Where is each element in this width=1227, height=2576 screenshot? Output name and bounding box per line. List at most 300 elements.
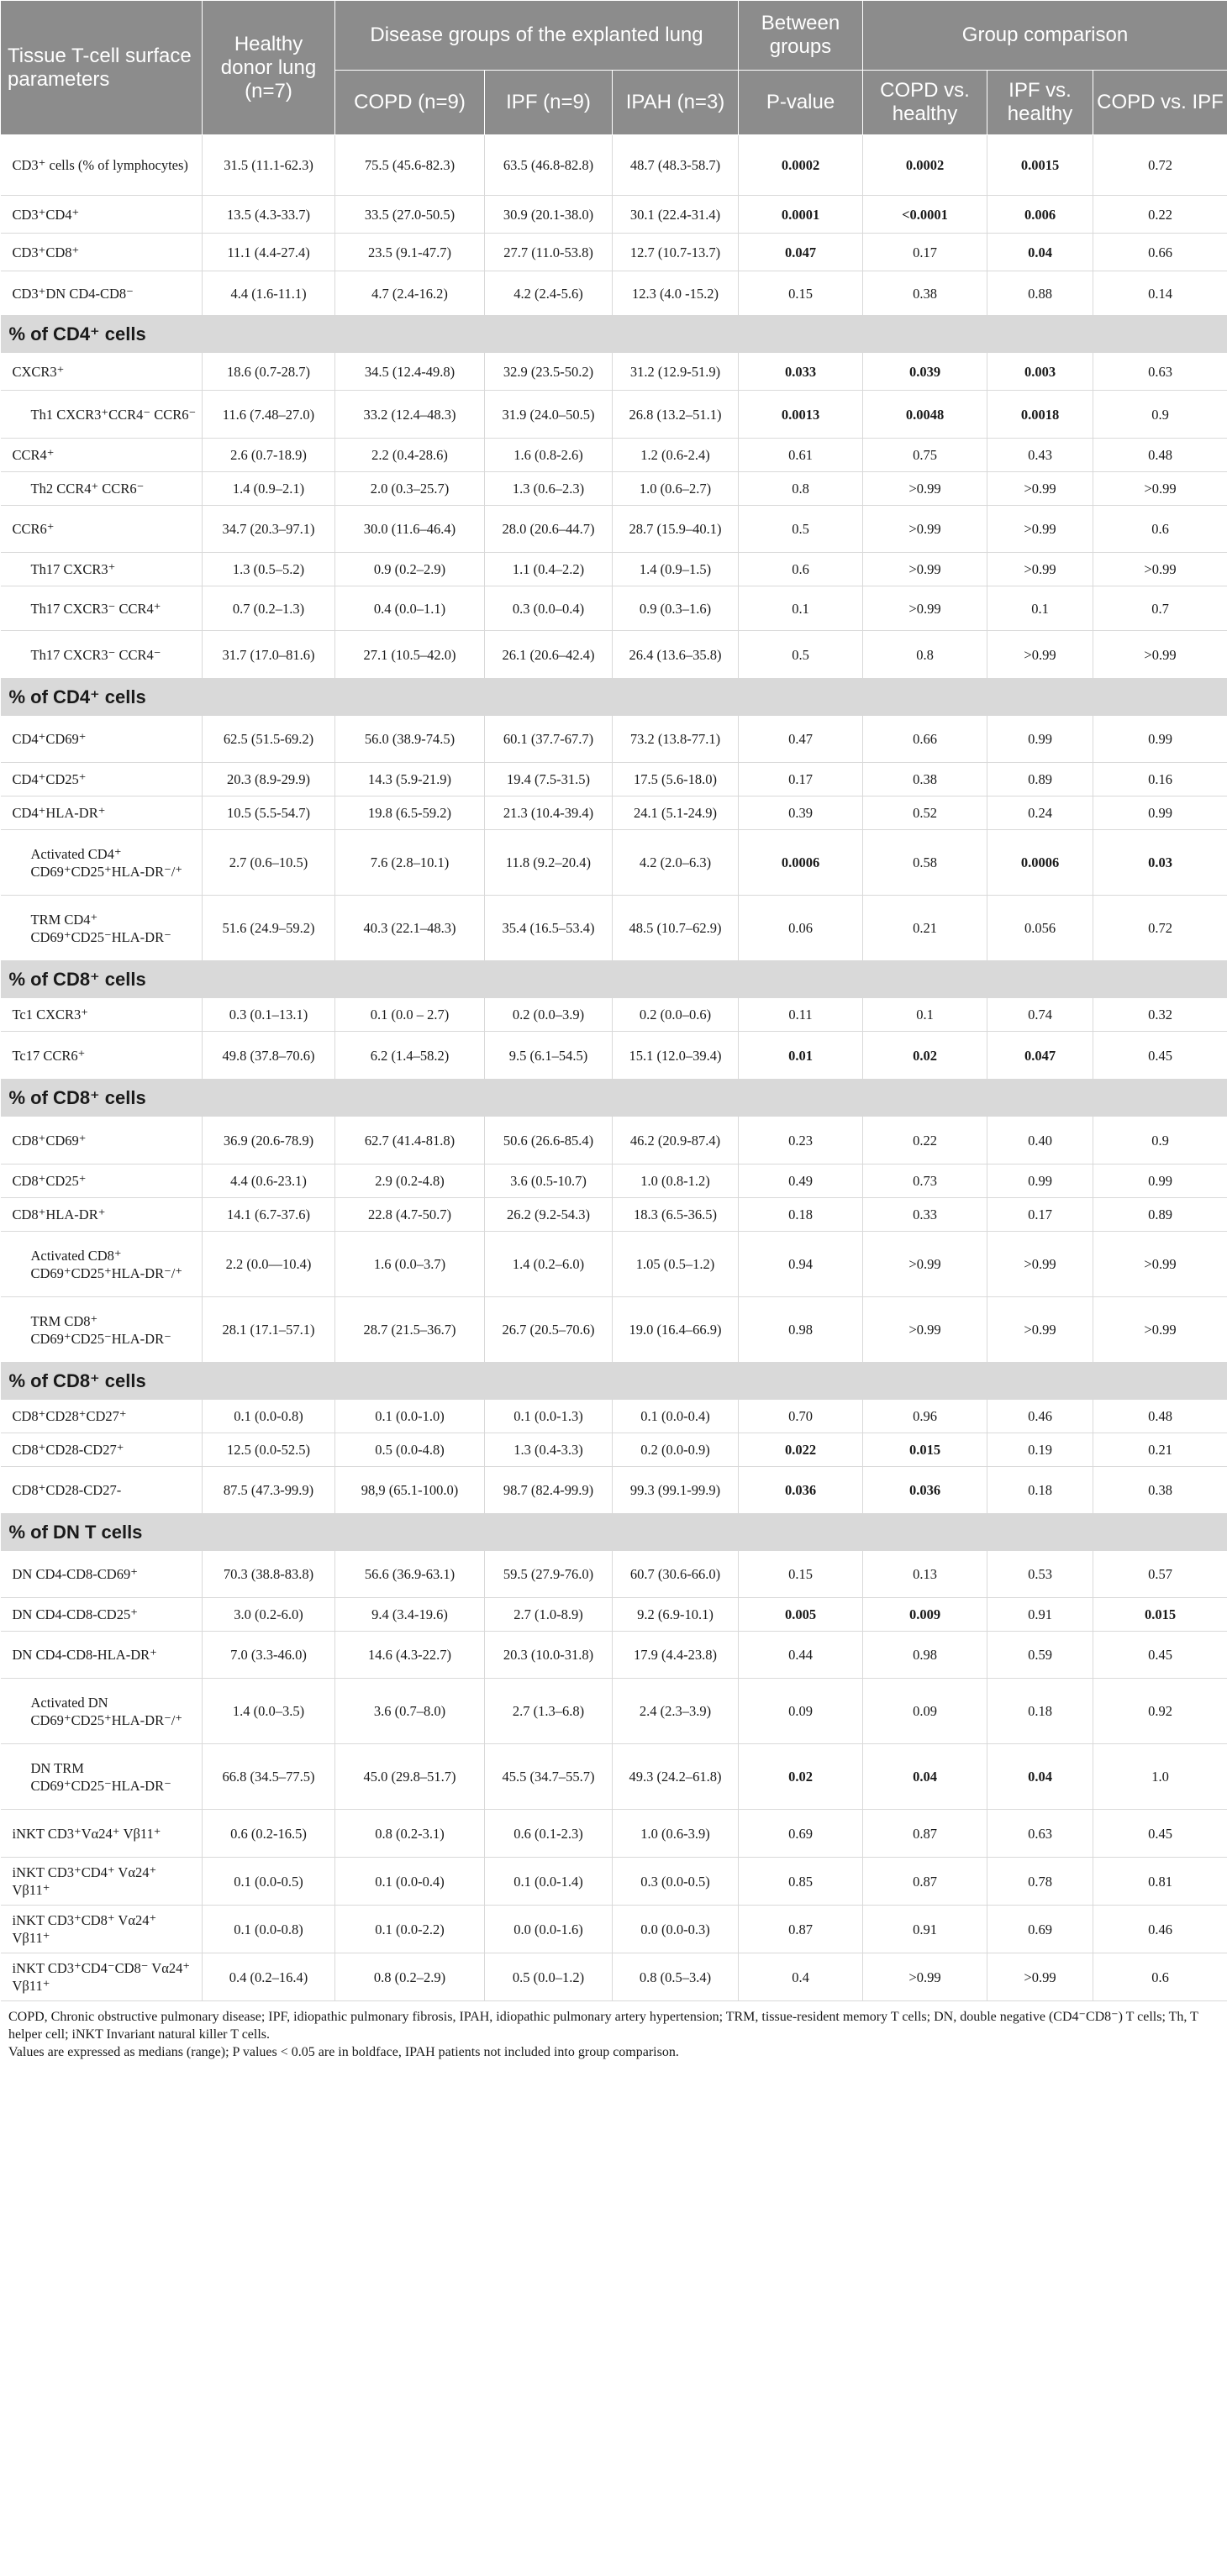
cell-healthy: 31.5 (11.1-62.3) bbox=[203, 135, 335, 196]
cell-copd-vs-healthy: 0.015 bbox=[863, 1433, 987, 1467]
cell-copd: 0.1 (0.0-2.2) bbox=[335, 1906, 485, 1953]
cell-ipf: 1.4 (0.2–6.0) bbox=[485, 1232, 613, 1297]
section-header-row bbox=[1, 679, 1227, 716]
cell-healthy: 62.5 (51.5-69.2) bbox=[203, 716, 335, 763]
cell-ipf: 26.1 (20.6–42.4) bbox=[485, 631, 613, 679]
cell-p-value: 0.49 bbox=[739, 1164, 863, 1198]
table-row bbox=[1, 1744, 1227, 1810]
cell-p-value: 0.5 bbox=[739, 631, 863, 679]
cell-copd: 6.2 (1.4–58.2) bbox=[335, 1032, 485, 1080]
cell-copd-vs-healthy: 0.38 bbox=[863, 271, 987, 316]
header-copd: COPD (n=9) bbox=[335, 71, 485, 135]
row-label: CD4⁺CD69⁺ bbox=[1, 716, 203, 763]
cell-p-value: 0.17 bbox=[739, 763, 863, 796]
cell-copd-vs-healthy: 0.87 bbox=[863, 1810, 987, 1858]
cell-healthy: 2.2 (0.0—10.4) bbox=[203, 1232, 335, 1297]
cell-copd: 0.1 (0.0-0.4) bbox=[335, 1858, 485, 1906]
cell-healthy: 11.6 (7.48–27.0) bbox=[203, 391, 335, 439]
cell-p-value: 0.98 bbox=[739, 1297, 863, 1363]
cell-copd-vs-healthy: 0.75 bbox=[863, 439, 987, 472]
cell-ipf-vs-healthy: 0.0015 bbox=[987, 135, 1093, 196]
cell-p-value: 0.94 bbox=[739, 1232, 863, 1297]
cell-copd-vs-healthy: 0.91 bbox=[863, 1906, 987, 1953]
cell-copd: 14.6 (4.3-22.7) bbox=[335, 1632, 485, 1679]
cell-ipf: 0.3 (0.0–0.4) bbox=[485, 586, 613, 631]
cell-copd-vs-ipf: 0.72 bbox=[1093, 896, 1227, 961]
cell-ipf-vs-healthy: >0.99 bbox=[987, 506, 1093, 553]
cell-ipf-vs-healthy: 0.003 bbox=[987, 353, 1093, 391]
cell-healthy: 87.5 (47.3-99.9) bbox=[203, 1467, 335, 1514]
footnote-abbreviations: COPD, Chronic obstructive pulmonary disease; IPF, idiopathic pulmonary fibrosis, IPAH, idiopathic pulmonary artery hypertension; TRM, tissue-resident memory T cells; DN, double negative (CD4⁻CD8⁻) T cells; Th, T helper cell; iNKT Invariant natural killer T cells. bbox=[8, 2010, 1198, 2042]
cell-p-value: 0.02 bbox=[739, 1744, 863, 1810]
cell-healthy: 28.1 (17.1–57.1) bbox=[203, 1297, 335, 1363]
cell-copd: 56.0 (38.9-74.5) bbox=[335, 716, 485, 763]
cell-p-value: 0.033 bbox=[739, 353, 863, 391]
cell-ipf: 63.5 (46.8-82.8) bbox=[485, 135, 613, 196]
cell-copd: 0.8 (0.2–2.9) bbox=[335, 1953, 485, 2001]
cell-ipf-vs-healthy: 0.46 bbox=[987, 1400, 1093, 1433]
cell-copd-vs-ipf: 0.92 bbox=[1093, 1679, 1227, 1744]
table-row bbox=[1, 1632, 1227, 1679]
cell-ipf: 31.9 (24.0–50.5) bbox=[485, 391, 613, 439]
cell-ipah: 12.7 (10.7-13.7) bbox=[613, 234, 739, 271]
cell-copd: 2.9 (0.2-4.8) bbox=[335, 1164, 485, 1198]
cell-copd-vs-ipf: 0.6 bbox=[1093, 1953, 1227, 2001]
cell-healthy: 66.8 (34.5–77.5) bbox=[203, 1744, 335, 1810]
row-label: iNKT CD3⁺Vα24⁺ Vβ11⁺ bbox=[1, 1810, 203, 1858]
cell-p-value: 0.18 bbox=[739, 1198, 863, 1232]
row-label: CD3⁺CD4⁺ bbox=[1, 196, 203, 234]
cell-ipf-vs-healthy: >0.99 bbox=[987, 1297, 1093, 1363]
cell-healthy: 49.8 (37.8–70.6) bbox=[203, 1032, 335, 1080]
cell-ipf-vs-healthy: 0.056 bbox=[987, 896, 1093, 961]
cell-ipf: 98.7 (82.4-99.9) bbox=[485, 1467, 613, 1514]
cell-copd-vs-healthy: >0.99 bbox=[863, 1953, 987, 2001]
cell-ipf-vs-healthy: 0.006 bbox=[987, 196, 1093, 234]
cell-ipf-vs-healthy: 0.04 bbox=[987, 234, 1093, 271]
cell-p-value: 0.70 bbox=[739, 1400, 863, 1433]
table-row bbox=[1, 716, 1227, 763]
cell-ipah: 31.2 (12.9-51.9) bbox=[613, 353, 739, 391]
section-header-row bbox=[1, 1363, 1227, 1400]
cell-ipf: 0.2 (0.0–3.9) bbox=[485, 998, 613, 1032]
cell-copd-vs-ipf: >0.99 bbox=[1093, 1232, 1227, 1297]
section-label: % of CD8⁺ cells bbox=[1, 961, 1227, 998]
cell-copd-vs-healthy: >0.99 bbox=[863, 586, 987, 631]
cell-ipf-vs-healthy: >0.99 bbox=[987, 1953, 1093, 2001]
cell-ipah: 0.2 (0.0-0.9) bbox=[613, 1433, 739, 1467]
header-healthy: Healthy donor lung (n=7) bbox=[203, 1, 335, 135]
cell-healthy: 0.1 (0.0-0.8) bbox=[203, 1906, 335, 1953]
cell-p-value: 0.6 bbox=[739, 553, 863, 586]
table-row bbox=[1, 1232, 1227, 1297]
cell-copd-vs-healthy: 0.02 bbox=[863, 1032, 987, 1080]
cell-copd-vs-healthy: 0.8 bbox=[863, 631, 987, 679]
row-label: Activated CD8⁺ CD69⁺CD25⁺HLA-DR⁻/⁺ bbox=[1, 1232, 203, 1297]
cell-p-value: 0.09 bbox=[739, 1679, 863, 1744]
cell-ipf-vs-healthy: >0.99 bbox=[987, 1232, 1093, 1297]
cell-healthy: 4.4 (0.6-23.1) bbox=[203, 1164, 335, 1198]
cell-copd-vs-healthy: 0.21 bbox=[863, 896, 987, 961]
cell-healthy: 0.1 (0.0-0.8) bbox=[203, 1400, 335, 1433]
cell-copd-vs-ipf: 0.6 bbox=[1093, 506, 1227, 553]
row-label: CCR6⁺ bbox=[1, 506, 203, 553]
cell-copd: 22.8 (4.7-50.7) bbox=[335, 1198, 485, 1232]
header-p-value: P-value bbox=[739, 71, 863, 135]
cell-p-value: 0.06 bbox=[739, 896, 863, 961]
cell-healthy: 1.4 (0.9–2.1) bbox=[203, 472, 335, 506]
cell-ipf-vs-healthy: >0.99 bbox=[987, 631, 1093, 679]
cell-ipf-vs-healthy: 0.91 bbox=[987, 1598, 1093, 1632]
cell-copd-vs-healthy: >0.99 bbox=[863, 553, 987, 586]
cell-copd-vs-healthy: 0.039 bbox=[863, 353, 987, 391]
cell-ipf-vs-healthy: 0.43 bbox=[987, 439, 1093, 472]
cell-ipah: 48.7 (48.3-58.7) bbox=[613, 135, 739, 196]
section-header-row bbox=[1, 1080, 1227, 1117]
cell-ipf-vs-healthy: 0.53 bbox=[987, 1551, 1093, 1598]
cell-copd-vs-ipf: 0.48 bbox=[1093, 1400, 1227, 1433]
cell-copd-vs-healthy: 0.87 bbox=[863, 1858, 987, 1906]
cell-copd-vs-ipf: 0.38 bbox=[1093, 1467, 1227, 1514]
cell-ipf: 1.6 (0.8-2.6) bbox=[485, 439, 613, 472]
cell-copd-vs-ipf: 0.015 bbox=[1093, 1598, 1227, 1632]
cell-ipf-vs-healthy: 0.88 bbox=[987, 271, 1093, 316]
cell-healthy: 34.7 (20.3–97.1) bbox=[203, 506, 335, 553]
cell-ipf: 21.3 (10.4-39.4) bbox=[485, 796, 613, 830]
cell-copd: 56.6 (36.9-63.1) bbox=[335, 1551, 485, 1598]
table-footnote bbox=[0, 2001, 1227, 2061]
cell-copd: 2.0 (0.3–25.7) bbox=[335, 472, 485, 506]
cell-ipf: 30.9 (20.1-38.0) bbox=[485, 196, 613, 234]
section-label: % of DN T cells bbox=[1, 1514, 1227, 1551]
row-label: Th17 CXCR3⁻ CCR4⁻ bbox=[1, 631, 203, 679]
cell-healthy: 1.4 (0.0–3.5) bbox=[203, 1679, 335, 1744]
cell-copd-vs-ipf: 0.66 bbox=[1093, 234, 1227, 271]
cell-copd: 7.6 (2.8–10.1) bbox=[335, 830, 485, 896]
cell-ipah: 1.4 (0.9–1.5) bbox=[613, 553, 739, 586]
cell-p-value: 0.047 bbox=[739, 234, 863, 271]
table-row bbox=[1, 998, 1227, 1032]
cell-ipah: 60.7 (30.6-66.0) bbox=[613, 1551, 739, 1598]
cell-ipah: 26.4 (13.6–35.8) bbox=[613, 631, 739, 679]
cell-copd: 2.2 (0.4-28.6) bbox=[335, 439, 485, 472]
cell-copd-vs-healthy: <0.0001 bbox=[863, 196, 987, 234]
cell-p-value: 0.036 bbox=[739, 1467, 863, 1514]
cell-p-value: 0.85 bbox=[739, 1858, 863, 1906]
cell-ipf: 19.4 (7.5-31.5) bbox=[485, 763, 613, 796]
cell-copd-vs-healthy: 0.66 bbox=[863, 716, 987, 763]
cell-ipf-vs-healthy: >0.99 bbox=[987, 472, 1093, 506]
cell-p-value: 0.4 bbox=[739, 1953, 863, 2001]
cell-p-value: 0.15 bbox=[739, 271, 863, 316]
row-label: DN CD4-CD8-HLA-DR⁺ bbox=[1, 1632, 203, 1679]
header-ipf: IPF (n=9) bbox=[485, 71, 613, 135]
cell-copd-vs-healthy: 0.96 bbox=[863, 1400, 987, 1433]
table-row bbox=[1, 586, 1227, 631]
table-row bbox=[1, 796, 1227, 830]
cell-ipah: 1.2 (0.6-2.4) bbox=[613, 439, 739, 472]
table-row bbox=[1, 1598, 1227, 1632]
cell-ipf-vs-healthy: 0.89 bbox=[987, 763, 1093, 796]
cell-p-value: 0.61 bbox=[739, 439, 863, 472]
cell-copd: 34.5 (12.4-49.8) bbox=[335, 353, 485, 391]
cell-copd: 19.8 (6.5-59.2) bbox=[335, 796, 485, 830]
cell-copd-vs-ipf: 0.63 bbox=[1093, 353, 1227, 391]
table-row bbox=[1, 896, 1227, 961]
cell-ipf: 26.2 (9.2-54.3) bbox=[485, 1198, 613, 1232]
header-ipah: IPAH (n=3) bbox=[613, 71, 739, 135]
cell-copd-vs-healthy: 0.04 bbox=[863, 1744, 987, 1810]
cell-copd-vs-ipf: 0.45 bbox=[1093, 1032, 1227, 1080]
cell-p-value: 0.8 bbox=[739, 472, 863, 506]
table-row bbox=[1, 353, 1227, 391]
row-label: TRM CD8⁺ CD69⁺CD25⁻HLA-DR⁻ bbox=[1, 1297, 203, 1363]
row-label: CXCR3⁺ bbox=[1, 353, 203, 391]
cell-copd-vs-ipf: 0.9 bbox=[1093, 391, 1227, 439]
cell-ipf: 1.3 (0.4-3.3) bbox=[485, 1433, 613, 1467]
cell-healthy: 31.7 (17.0–81.6) bbox=[203, 631, 335, 679]
table-row bbox=[1, 1433, 1227, 1467]
cell-ipf: 26.7 (20.5–70.6) bbox=[485, 1297, 613, 1363]
table-row bbox=[1, 1198, 1227, 1232]
row-label: TRM CD4⁺ CD69⁺CD25⁻HLA-DR⁻ bbox=[1, 896, 203, 961]
cell-ipf-vs-healthy: 0.04 bbox=[987, 1744, 1093, 1810]
cell-copd: 75.5 (45.6-82.3) bbox=[335, 135, 485, 196]
cell-copd-vs-ipf: 0.99 bbox=[1093, 716, 1227, 763]
section-label: % of CD8⁺ cells bbox=[1, 1363, 1227, 1400]
table-row bbox=[1, 631, 1227, 679]
table-row bbox=[1, 1467, 1227, 1514]
cell-p-value: 0.44 bbox=[739, 1632, 863, 1679]
table-row bbox=[1, 1032, 1227, 1080]
row-label: CD8⁺CD69⁺ bbox=[1, 1117, 203, 1164]
row-label: CD8⁺CD25⁺ bbox=[1, 1164, 203, 1198]
cell-copd-vs-ipf: 0.57 bbox=[1093, 1551, 1227, 1598]
cell-ipf: 35.4 (16.5–53.4) bbox=[485, 896, 613, 961]
cell-ipf: 45.5 (34.7–55.7) bbox=[485, 1744, 613, 1810]
cell-ipf-vs-healthy: 0.99 bbox=[987, 1164, 1093, 1198]
cell-copd-vs-ipf: >0.99 bbox=[1093, 631, 1227, 679]
row-label: iNKT CD3⁺CD4⁺ Vα24⁺ Vβ11⁺ bbox=[1, 1858, 203, 1906]
cell-ipah: 48.5 (10.7–62.9) bbox=[613, 896, 739, 961]
row-label: Th17 CXCR3⁻ CCR4⁺ bbox=[1, 586, 203, 631]
row-label: Th17 CXCR3⁺ bbox=[1, 553, 203, 586]
table-row bbox=[1, 391, 1227, 439]
row-label: Tc1 CXCR3⁺ bbox=[1, 998, 203, 1032]
cell-copd-vs-ipf: >0.99 bbox=[1093, 1297, 1227, 1363]
row-label: CD8⁺CD28-CD27⁺ bbox=[1, 1433, 203, 1467]
cell-ipf: 0.1 (0.0-1.3) bbox=[485, 1400, 613, 1433]
cell-copd: 3.6 (0.7–8.0) bbox=[335, 1679, 485, 1744]
cell-copd-vs-healthy: 0.33 bbox=[863, 1198, 987, 1232]
row-label: CD4⁺CD25⁺ bbox=[1, 763, 203, 796]
cell-ipah: 28.7 (15.9–40.1) bbox=[613, 506, 739, 553]
cell-ipah: 46.2 (20.9-87.4) bbox=[613, 1117, 739, 1164]
cell-ipah: 15.1 (12.0–39.4) bbox=[613, 1032, 739, 1080]
cell-ipah: 12.3 (4.0 -15.2) bbox=[613, 271, 739, 316]
cell-healthy: 0.4 (0.2–16.4) bbox=[203, 1953, 335, 2001]
cell-copd-vs-healthy: 0.17 bbox=[863, 234, 987, 271]
cell-healthy: 4.4 (1.6-11.1) bbox=[203, 271, 335, 316]
cell-ipf-vs-healthy: 0.0018 bbox=[987, 391, 1093, 439]
cell-copd-vs-ipf: 0.03 bbox=[1093, 830, 1227, 896]
cell-ipah: 17.5 (5.6-18.0) bbox=[613, 763, 739, 796]
section-header-row bbox=[1, 316, 1227, 353]
cell-ipf-vs-healthy: 0.24 bbox=[987, 796, 1093, 830]
cell-copd-vs-ipf: 0.81 bbox=[1093, 1858, 1227, 1906]
cell-ipf: 2.7 (1.3–6.8) bbox=[485, 1679, 613, 1744]
cell-copd: 0.1 (0.0-1.0) bbox=[335, 1400, 485, 1433]
table-row bbox=[1, 1679, 1227, 1744]
cell-healthy: 18.6 (0.7-28.7) bbox=[203, 353, 335, 391]
cell-ipf: 32.9 (23.5-50.2) bbox=[485, 353, 613, 391]
section-header-row bbox=[1, 961, 1227, 998]
cell-ipah: 19.0 (16.4–66.9) bbox=[613, 1297, 739, 1363]
table-row bbox=[1, 1810, 1227, 1858]
cell-ipf-vs-healthy: 0.63 bbox=[987, 1810, 1093, 1858]
cell-ipf: 4.2 (2.4-5.6) bbox=[485, 271, 613, 316]
table-row bbox=[1, 1297, 1227, 1363]
cell-p-value: 0.39 bbox=[739, 796, 863, 830]
header-between-groups: Between groups bbox=[739, 1, 863, 71]
cell-p-value: 0.87 bbox=[739, 1906, 863, 1953]
table-row bbox=[1, 1906, 1227, 1953]
cell-ipah: 49.3 (24.2–61.8) bbox=[613, 1744, 739, 1810]
cell-healthy: 14.1 (6.7-37.6) bbox=[203, 1198, 335, 1232]
cell-copd: 33.5 (27.0-50.5) bbox=[335, 196, 485, 234]
cell-copd-vs-healthy: 0.52 bbox=[863, 796, 987, 830]
cell-ipf: 3.6 (0.5-10.7) bbox=[485, 1164, 613, 1198]
cell-copd-vs-ipf: 0.14 bbox=[1093, 271, 1227, 316]
table-row bbox=[1, 763, 1227, 796]
cell-copd-vs-ipf: 0.45 bbox=[1093, 1632, 1227, 1679]
cell-ipah: 0.2 (0.0–0.6) bbox=[613, 998, 739, 1032]
row-label: iNKT CD3⁺CD4⁻CD8⁻ Vα24⁺ Vβ11⁺ bbox=[1, 1953, 203, 2001]
cell-copd-vs-healthy: >0.99 bbox=[863, 472, 987, 506]
cell-healthy: 1.3 (0.5–5.2) bbox=[203, 553, 335, 586]
table-row bbox=[1, 1117, 1227, 1164]
cell-copd-vs-healthy: 0.09 bbox=[863, 1679, 987, 1744]
row-label: DN CD4-CD8-CD25⁺ bbox=[1, 1598, 203, 1632]
cell-ipf-vs-healthy: 0.047 bbox=[987, 1032, 1093, 1080]
cell-healthy: 20.3 (8.9-29.9) bbox=[203, 763, 335, 796]
cell-copd-vs-ipf: 0.46 bbox=[1093, 1906, 1227, 1953]
cell-healthy: 11.1 (4.4-27.4) bbox=[203, 234, 335, 271]
cell-copd-vs-ipf: 0.99 bbox=[1093, 1164, 1227, 1198]
cell-ipah: 0.0 (0.0-0.3) bbox=[613, 1906, 739, 1953]
footnote-values-note: Values are expressed as medians (range); P values < 0.05 are in boldface, IPAH patients not included into group comparison. bbox=[8, 2045, 679, 2059]
cell-ipf-vs-healthy: >0.99 bbox=[987, 553, 1093, 586]
cell-p-value: 0.23 bbox=[739, 1117, 863, 1164]
row-label: Activated CD4⁺ CD69⁺CD25⁺HLA-DR⁻/⁺ bbox=[1, 830, 203, 896]
row-label: iNKT CD3⁺CD8⁺ Vα24⁺ Vβ11⁺ bbox=[1, 1906, 203, 1953]
cell-ipah: 26.8 (13.2–51.1) bbox=[613, 391, 739, 439]
cell-healthy: 0.6 (0.2-16.5) bbox=[203, 1810, 335, 1858]
cell-ipf: 2.7 (1.0-8.9) bbox=[485, 1598, 613, 1632]
cell-ipf: 0.0 (0.0-1.6) bbox=[485, 1906, 613, 1953]
cell-ipah: 1.0 (0.8-1.2) bbox=[613, 1164, 739, 1198]
table-row bbox=[1, 135, 1227, 196]
cell-ipf-vs-healthy: 0.40 bbox=[987, 1117, 1093, 1164]
row-label: Activated DN CD69⁺CD25⁺HLA-DR⁻/⁺ bbox=[1, 1679, 203, 1744]
cell-ipf: 50.6 (26.6-85.4) bbox=[485, 1117, 613, 1164]
row-label: CD4⁺HLA-DR⁺ bbox=[1, 796, 203, 830]
cell-p-value: 0.0006 bbox=[739, 830, 863, 896]
cell-copd-vs-healthy: 0.0002 bbox=[863, 135, 987, 196]
table-row bbox=[1, 553, 1227, 586]
header-copd-vs-healthy: COPD vs. healthy bbox=[863, 71, 987, 135]
cell-copd-vs-healthy: >0.99 bbox=[863, 1232, 987, 1297]
cell-healthy: 0.7 (0.2–1.3) bbox=[203, 586, 335, 631]
cell-ipah: 2.4 (2.3–3.9) bbox=[613, 1679, 739, 1744]
cell-ipah: 1.0 (0.6-3.9) bbox=[613, 1810, 739, 1858]
cell-ipf-vs-healthy: 0.1 bbox=[987, 586, 1093, 631]
cell-copd-vs-ipf: 0.32 bbox=[1093, 998, 1227, 1032]
cell-copd: 40.3 (22.1–48.3) bbox=[335, 896, 485, 961]
cell-copd: 0.8 (0.2-3.1) bbox=[335, 1810, 485, 1858]
cell-ipf: 1.1 (0.4–2.2) bbox=[485, 553, 613, 586]
cell-p-value: 0.0013 bbox=[739, 391, 863, 439]
cell-ipf: 0.1 (0.0-1.4) bbox=[485, 1858, 613, 1906]
section-label: % of CD4⁺ cells bbox=[1, 316, 1227, 353]
row-label: CD3⁺CD8⁺ bbox=[1, 234, 203, 271]
cell-p-value: 0.022 bbox=[739, 1433, 863, 1467]
table-row bbox=[1, 1953, 1227, 2001]
cell-p-value: 0.15 bbox=[739, 1551, 863, 1598]
row-label: CCR4⁺ bbox=[1, 439, 203, 472]
table-row bbox=[1, 472, 1227, 506]
cell-ipf-vs-healthy: 0.99 bbox=[987, 716, 1093, 763]
cell-copd-vs-ipf: 0.9 bbox=[1093, 1117, 1227, 1164]
cell-ipf-vs-healthy: 0.59 bbox=[987, 1632, 1093, 1679]
cell-copd-vs-healthy: 0.38 bbox=[863, 763, 987, 796]
header-copd-vs-ipf: COPD vs. IPF bbox=[1093, 71, 1227, 135]
cell-copd: 0.1 (0.0 – 2.7) bbox=[335, 998, 485, 1032]
cell-ipah: 30.1 (22.4-31.4) bbox=[613, 196, 739, 234]
row-label: CD3⁺DN CD4-CD8⁻ bbox=[1, 271, 203, 316]
cell-copd: 23.5 (9.1-47.7) bbox=[335, 234, 485, 271]
cell-copd: 33.2 (12.4–48.3) bbox=[335, 391, 485, 439]
cell-copd-vs-healthy: 0.1 bbox=[863, 998, 987, 1032]
cell-healthy: 13.5 (4.3-33.7) bbox=[203, 196, 335, 234]
cell-ipah: 73.2 (13.8-77.1) bbox=[613, 716, 739, 763]
cell-copd: 14.3 (5.9-21.9) bbox=[335, 763, 485, 796]
table-row bbox=[1, 1164, 1227, 1198]
cell-copd-vs-ipf: 0.7 bbox=[1093, 586, 1227, 631]
cell-healthy: 10.5 (5.5-54.7) bbox=[203, 796, 335, 830]
cell-healthy: 36.9 (20.6-78.9) bbox=[203, 1117, 335, 1164]
cell-copd-vs-healthy: 0.98 bbox=[863, 1632, 987, 1679]
row-label: Tc17 CCR6⁺ bbox=[1, 1032, 203, 1080]
header-group-comparison: Group comparison bbox=[863, 1, 1227, 71]
cell-copd: 4.7 (2.4-16.2) bbox=[335, 271, 485, 316]
section-label: % of CD4⁺ cells bbox=[1, 679, 1227, 716]
cell-ipah: 1.05 (0.5–1.2) bbox=[613, 1232, 739, 1297]
table-row bbox=[1, 1858, 1227, 1906]
row-label: CD3⁺ cells (% of lymphocytes) bbox=[1, 135, 203, 196]
cell-copd-vs-ipf: 0.99 bbox=[1093, 796, 1227, 830]
cell-ipah: 4.2 (2.0–6.3) bbox=[613, 830, 739, 896]
cell-ipf-vs-healthy: 0.18 bbox=[987, 1679, 1093, 1744]
cell-copd-vs-ipf: 0.48 bbox=[1093, 439, 1227, 472]
cell-copd-vs-ipf: >0.99 bbox=[1093, 553, 1227, 586]
cell-copd-vs-ipf: 0.22 bbox=[1093, 196, 1227, 234]
row-label: CD8⁺CD28⁺CD27⁺ bbox=[1, 1400, 203, 1433]
cell-healthy: 7.0 (3.3-46.0) bbox=[203, 1632, 335, 1679]
cell-p-value: 0.1 bbox=[739, 586, 863, 631]
cell-copd-vs-healthy: 0.0048 bbox=[863, 391, 987, 439]
row-label: DN CD4-CD8-CD69⁺ bbox=[1, 1551, 203, 1598]
